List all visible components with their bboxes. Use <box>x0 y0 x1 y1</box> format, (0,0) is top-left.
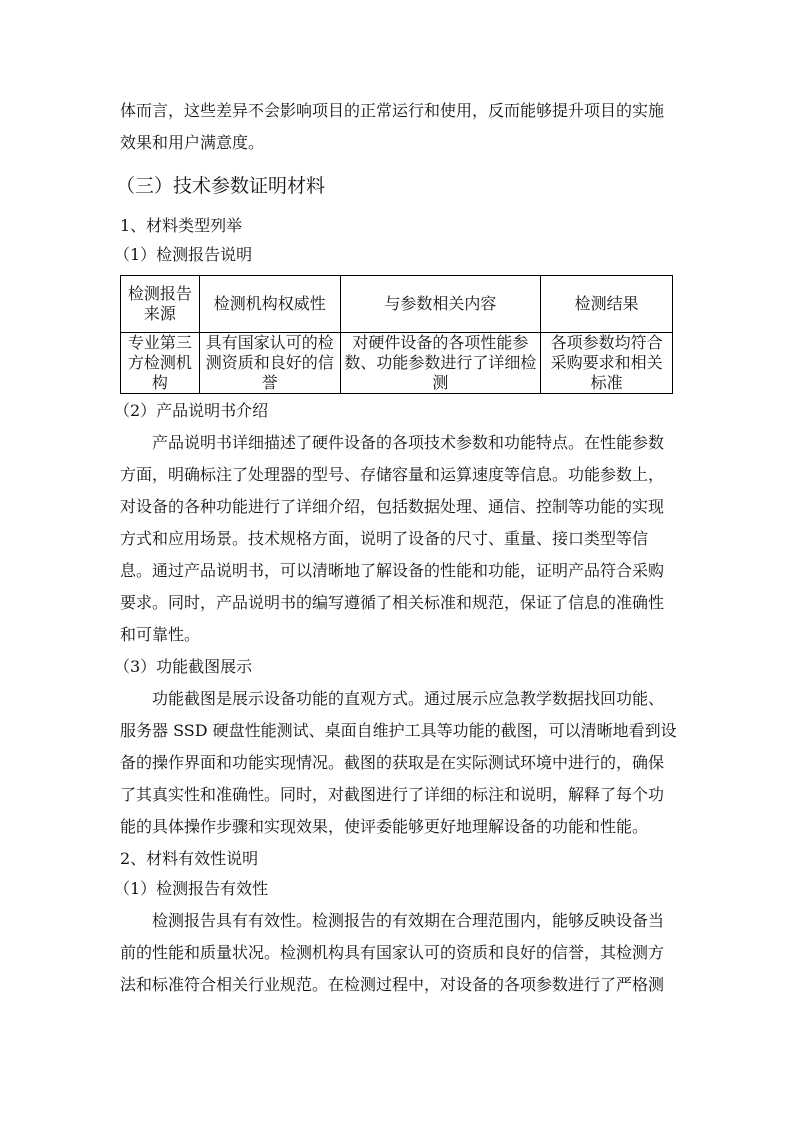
table-header: 与参数相关内容 <box>340 276 541 333</box>
table-cell: 对硬件设备的各项性能参数、功能参数进行了详细检测 <box>340 333 541 394</box>
subheading: （1）检测报告说明 <box>114 245 253 264</box>
subheading: （3）功能截图展示 <box>114 657 253 676</box>
table-cell: 具有国家认可的检测资质和良好的信誉 <box>199 333 340 394</box>
test-report-table <box>120 275 673 394</box>
table-row <box>121 333 673 394</box>
paragraph-line: 对设备的各种功能进行了详细介绍，包括数据处理、通信、控制等功能的实现 <box>120 497 665 516</box>
table-header: 检测结果 <box>541 276 673 333</box>
paragraph-line: 了其真实性和准确性。同时，对截图进行了详细的标注和说明，解释了每个功 <box>120 785 665 804</box>
paragraph-line: 方面，明确标注了处理器的型号、存储容量和运算速度等信息。功能参数上， <box>120 465 665 484</box>
subheading: （2）产品说明书介绍 <box>114 401 269 420</box>
paragraph-line: 方式和应用场景。技术规格方面，说明了设备的尺寸、重量、接口类型等信 <box>120 529 649 548</box>
paragraph-line: 和可靠性。 <box>120 625 201 644</box>
table-cell: 各项参数均符合采购要求和相关标准 <box>541 333 673 394</box>
paragraph-line: 要求。同时，产品说明书的编写遵循了相关标准和规范，保证了信息的准确性 <box>120 593 665 612</box>
paragraph-line: 体而言，这些差异不会影响项目的正常运行和使用，反而能够提升项目的实施 <box>120 101 665 120</box>
table-header: 检测报告来源 <box>121 276 200 333</box>
paragraph-line: 前的性能和质量状况。检测机构具有国家认可的资质和良好的信誉，其检测方 <box>120 943 665 962</box>
section-heading: （三）技术参数证明材料 <box>116 175 326 197</box>
table-cell: 专业第三方检测机构 <box>121 333 200 394</box>
paragraph-line: 功能截图是展示设备功能的直观方式。通过展示应急教学数据找回功能、 <box>152 689 665 708</box>
table-header: 检测机构权威性 <box>199 276 340 333</box>
paragraph-line: 能的具体操作步骤和实现效果，使评委能够更好地理解设备的功能和性能。 <box>120 817 649 836</box>
table-header-row <box>121 276 673 333</box>
paragraph-line: 产品说明书详细描述了硬件设备的各项技术参数和功能特点。在性能参数 <box>152 433 665 452</box>
subheading: 1、材料类型列举 <box>120 216 243 235</box>
subheading: （1）检测报告有效性 <box>114 879 269 898</box>
paragraph-line: 息。通过产品说明书，可以清晰地了解设备的性能和功能，证明产品符合采购 <box>120 561 665 580</box>
paragraph-line: 备的操作界面和功能实现情况。截图的获取是在实际测试环境中进行的，确保 <box>120 753 665 772</box>
paragraph-line: 法和标准符合相关行业规范。在检测过程中，对设备的各项参数进行了严格测 <box>120 975 665 994</box>
subheading: 2、材料有效性说明 <box>120 849 259 868</box>
paragraph-line: 效果和用户满意度。 <box>120 133 265 152</box>
paragraph-line: 检测报告具有有效性。检测报告的有效期在合理范围内，能够反映设备当 <box>152 911 665 930</box>
paragraph-line: 服务器 SSD 硬盘性能测试、桌面自维护工具等功能的截图，可以清晰地看到设 <box>120 721 677 740</box>
